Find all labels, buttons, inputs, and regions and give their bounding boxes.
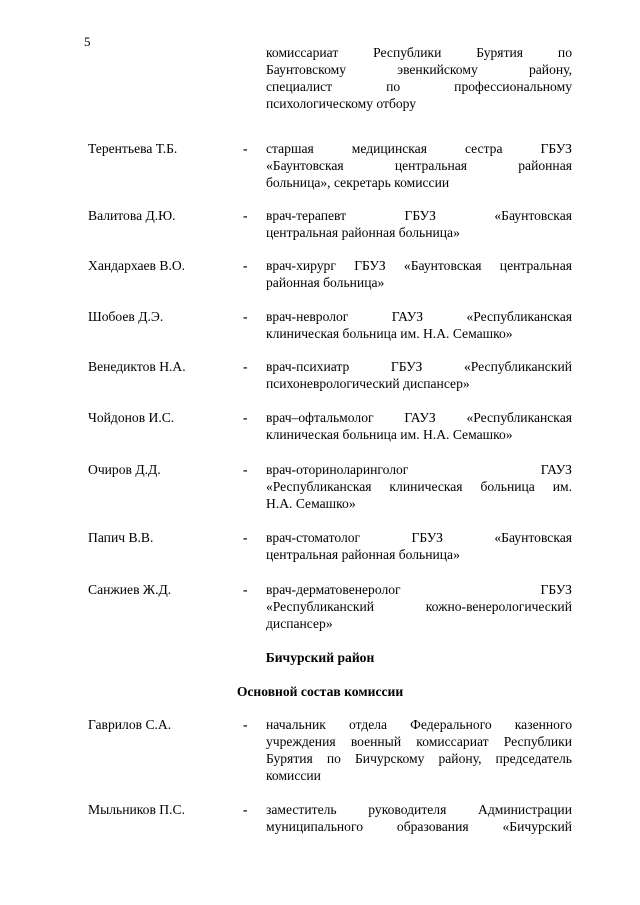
member-name: Шобоев Д.Э. (88, 309, 164, 324)
member-description (266, 581, 572, 632)
member-description (266, 308, 572, 342)
district-heading: Бичурский район (265, 650, 375, 665)
intro-line: специалист по профессиональному (266, 79, 572, 94)
member-name: Чойдонов И.С. (88, 410, 175, 425)
description-line: районная больница» (266, 275, 385, 290)
dash-separator: - (243, 141, 248, 156)
description-line: клиническая больница им. Н.А. Семашко» (266, 427, 513, 442)
description-line: врач-невролог ГАУЗ «Республиканская (266, 309, 572, 324)
description-line: врач-хирург ГБУЗ «Баунтовская центральная (266, 258, 572, 273)
dash-separator: - (243, 309, 248, 324)
page-number: 5 (84, 34, 91, 49)
dash-separator: - (243, 410, 248, 425)
description-line: комиссии (266, 768, 321, 783)
member-name: Мыльников П.С. (88, 802, 185, 817)
member-description (266, 461, 572, 512)
description-line: старшая медицинская сестра ГБУЗ (266, 141, 572, 156)
dash-separator: - (243, 802, 248, 817)
member-description (266, 716, 572, 784)
intro-line: комиссариат Республики Бурятия по (266, 45, 572, 60)
description-line: «Баунтовская центральная районная (266, 158, 572, 173)
description-line: врач-терапевт ГБУЗ «Баунтовская (266, 208, 572, 223)
member-name: Валитова Д.Ю. (88, 208, 176, 223)
dash-separator: - (243, 359, 248, 374)
description-line: клиническая больница им. Н.А. Семашко» (266, 326, 513, 341)
member-description (266, 358, 572, 392)
description-line: «Республиканская клиническая больница им. (266, 479, 572, 494)
member-description (266, 140, 572, 191)
dash-separator: - (243, 582, 248, 597)
intro-line: психологическому отбору (266, 96, 417, 111)
description-line: психоневрологический диспансер» (266, 376, 470, 391)
dash-separator: - (243, 717, 248, 732)
description-line: учреждения военный комиссариат Республики (266, 734, 572, 749)
composition-heading: Основной состав комиссии (236, 684, 404, 699)
description-line: врач-психиатр ГБУЗ «Республиканский (266, 359, 572, 374)
member-name: Папич В.В. (88, 530, 154, 545)
dash-separator: - (243, 530, 248, 545)
member-name: Венедиктов Н.А. (88, 359, 186, 374)
description-line: диспансер» (266, 616, 333, 631)
intro-description (266, 44, 572, 112)
description-line: центральная районная больница» (266, 547, 460, 562)
description-line: врач-дерматовенеролог ГБУЗ (266, 582, 572, 597)
member-name: Хандархаев В.О. (88, 258, 186, 273)
member-name: Гаврилов С.А. (88, 717, 172, 732)
description-line: Н.А. Семашко» (266, 496, 356, 511)
description-line: больница», секретарь комиссии (266, 175, 450, 190)
description-line: врач–офтальмолог ГАУЗ «Республиканская (266, 410, 572, 425)
member-description (266, 207, 572, 241)
description-line: Бурятия по Бичурскому району, председатель (266, 751, 572, 766)
dash-separator: - (243, 462, 248, 477)
description-line: «Республиканский кожно-венерологический (266, 599, 572, 614)
dash-separator: - (243, 258, 248, 273)
intro-line: Баунтовскому эвенкийскому району, (266, 62, 572, 77)
dash-separator: - (243, 208, 248, 223)
description-line: муниципального образования «Бичурский (266, 819, 572, 834)
member-description (266, 529, 572, 563)
member-name: Очиров Д.Д. (88, 462, 161, 477)
member-description (266, 409, 572, 443)
description-line: заместитель руководителя Администрации (266, 802, 572, 817)
member-description (266, 257, 572, 291)
member-description (266, 801, 572, 835)
description-line: врач-стоматолог ГБУЗ «Баунтовская (266, 530, 572, 545)
description-line: центральная районная больница» (266, 225, 460, 240)
description-line: начальник отдела Федерального казенного (266, 717, 572, 732)
description-line: врач-оториноларинголог ГАУЗ (266, 462, 572, 477)
member-name: Санжиев Ж.Д. (88, 582, 172, 597)
member-name: Терентьева Т.Б. (88, 141, 178, 156)
